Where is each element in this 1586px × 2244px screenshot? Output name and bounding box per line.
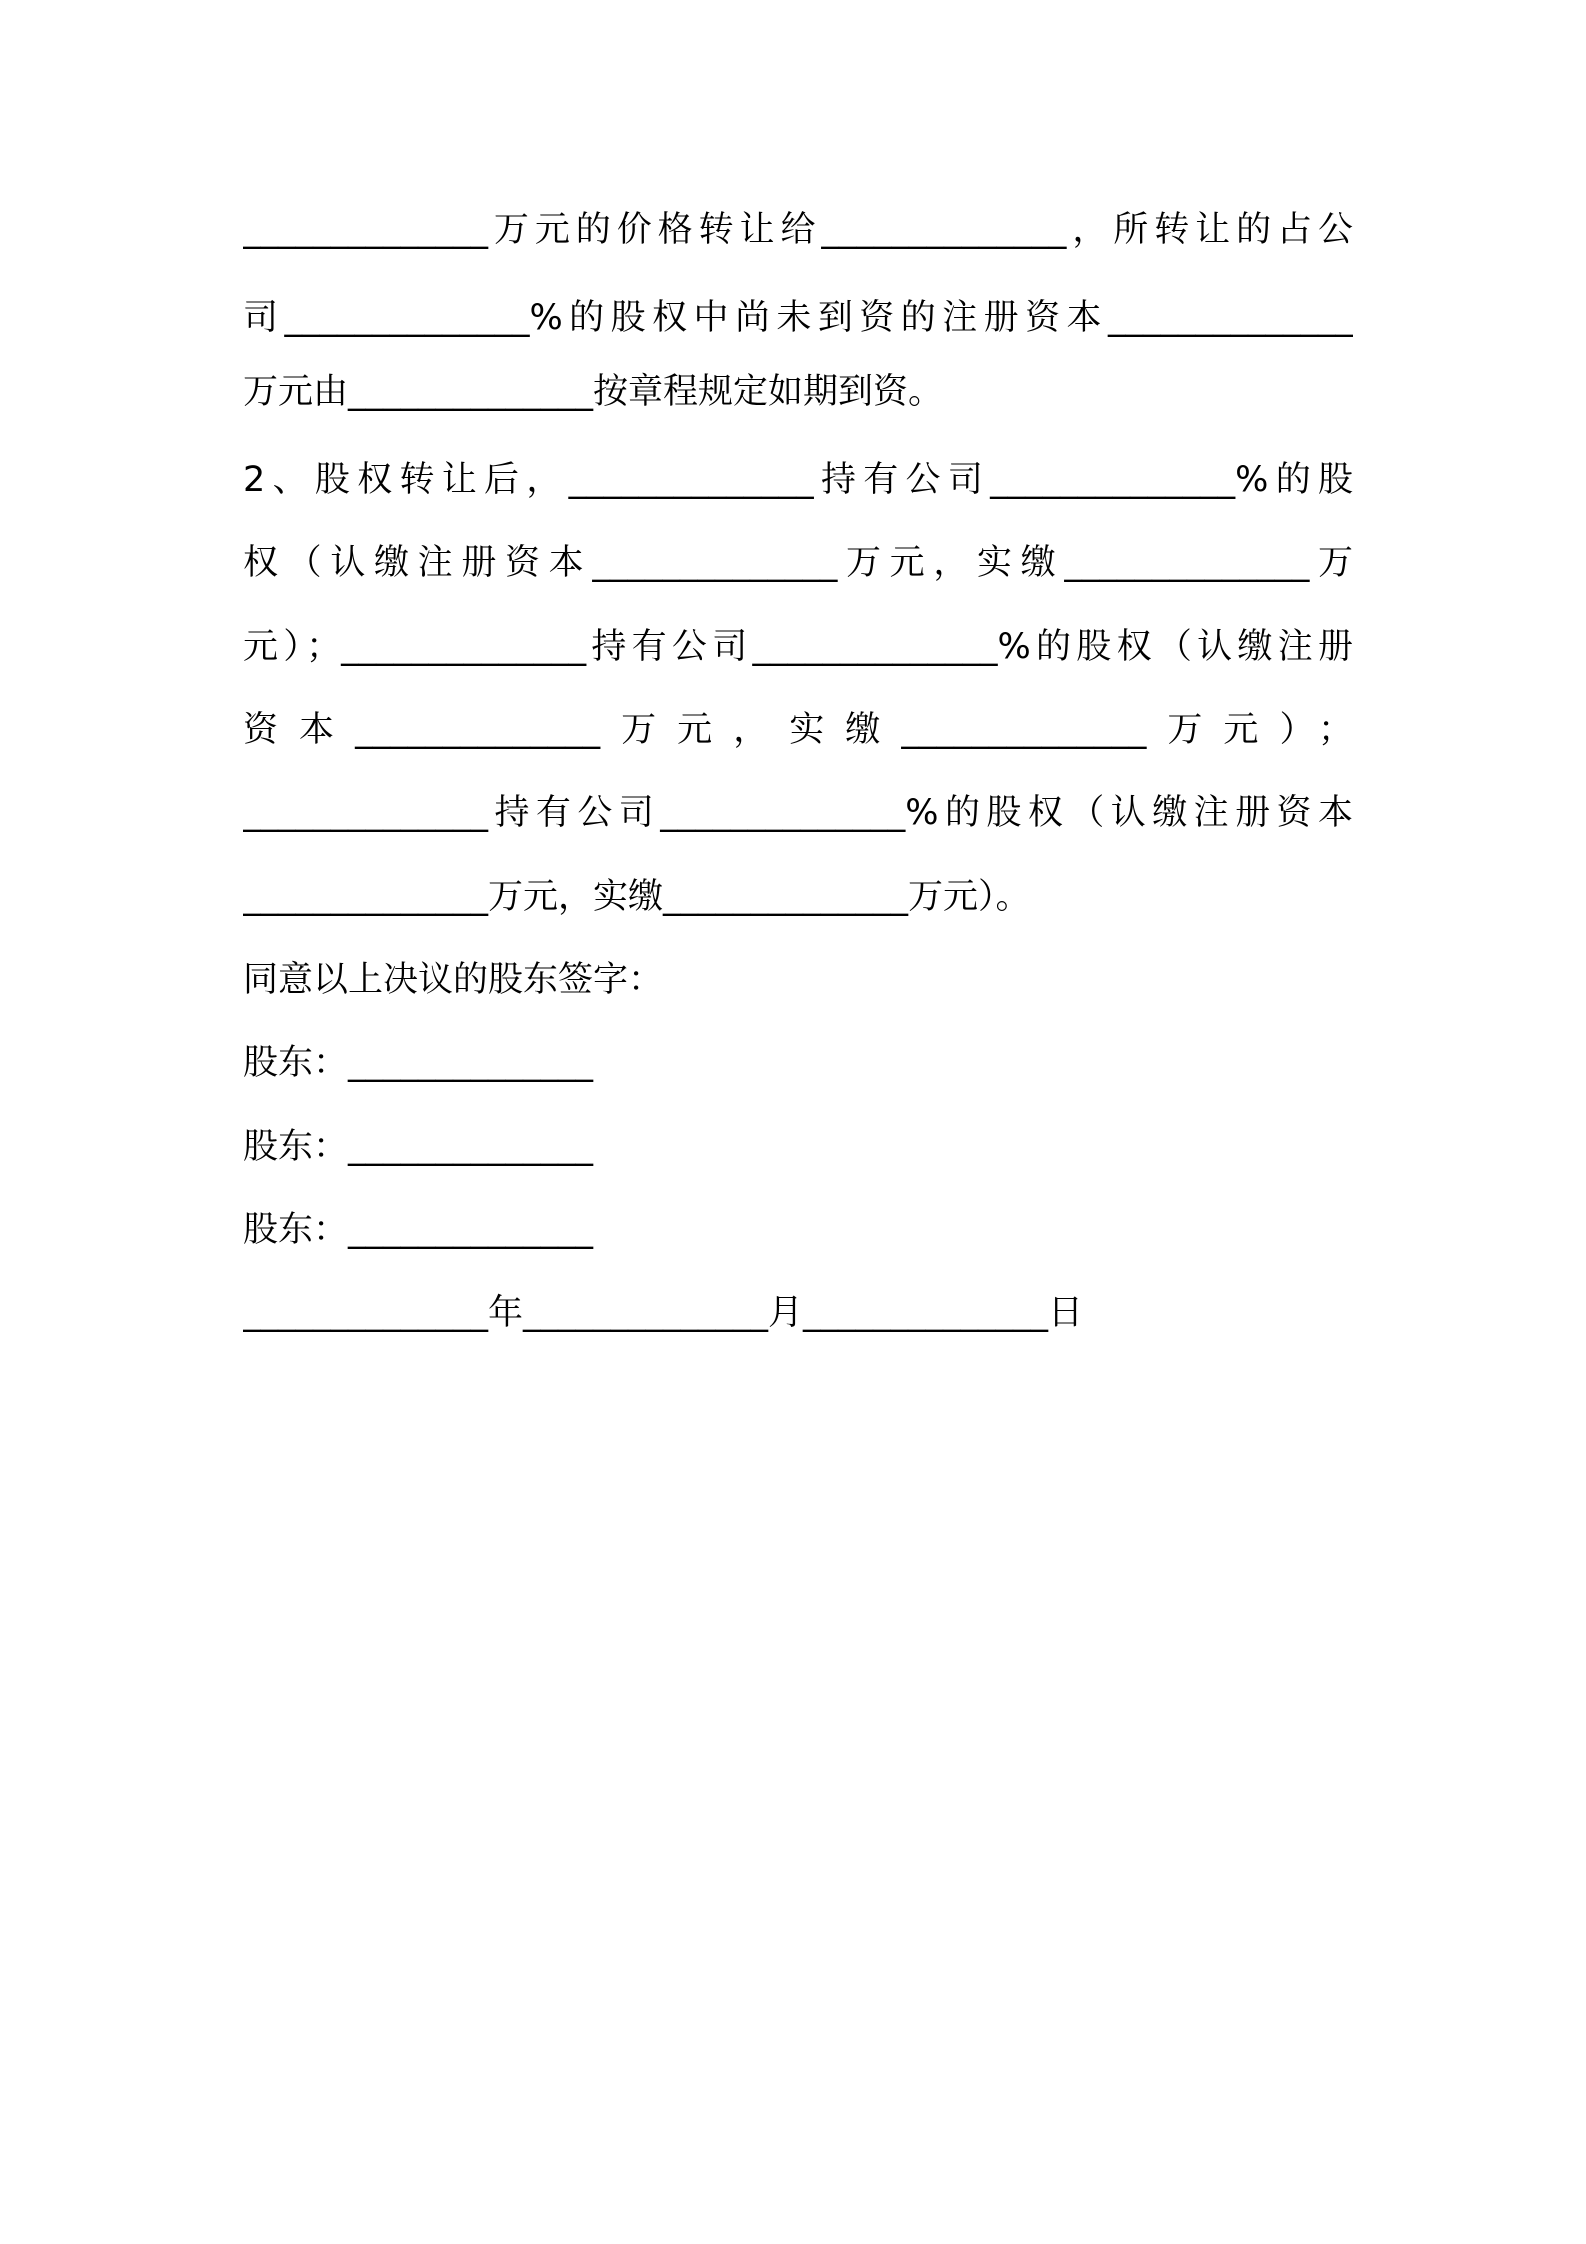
text-line: 元）；______________持有公司______________%的股权（认缴注册 bbox=[243, 627, 1353, 667]
text-line: 司______________%的股权中尚未到资的注册资本______________ bbox=[243, 298, 1353, 338]
signature-heading: 同意以上决议的股东签字： bbox=[243, 960, 664, 1000]
text-line: ______________万元，实缴______________万元）。 bbox=[243, 877, 1031, 917]
text-line: 万元由______________按章程规定如期到资。 bbox=[243, 372, 944, 412]
shareholder-signature-line: 股东：______________ bbox=[243, 1210, 594, 1250]
text-line: ______________持有公司______________%的股权（认缴注册资本 bbox=[243, 793, 1353, 833]
shareholder-signature-line: 股东：______________ bbox=[243, 1043, 594, 1083]
shareholder-signature-line: 股东：______________ bbox=[243, 1127, 594, 1167]
text-line: ______________万元的价格转让给______________，所转让的占公 bbox=[243, 210, 1353, 250]
text-line: 资本______________万元，实缴______________万元）； bbox=[243, 710, 1353, 750]
date-line: ______________年______________月______________日 bbox=[243, 1293, 1084, 1333]
text-line: 权（认缴注册资本______________万元，实缴______________万 bbox=[243, 543, 1353, 583]
text-line: 2、股权转让后，______________持有公司______________%的股 bbox=[243, 460, 1353, 500]
